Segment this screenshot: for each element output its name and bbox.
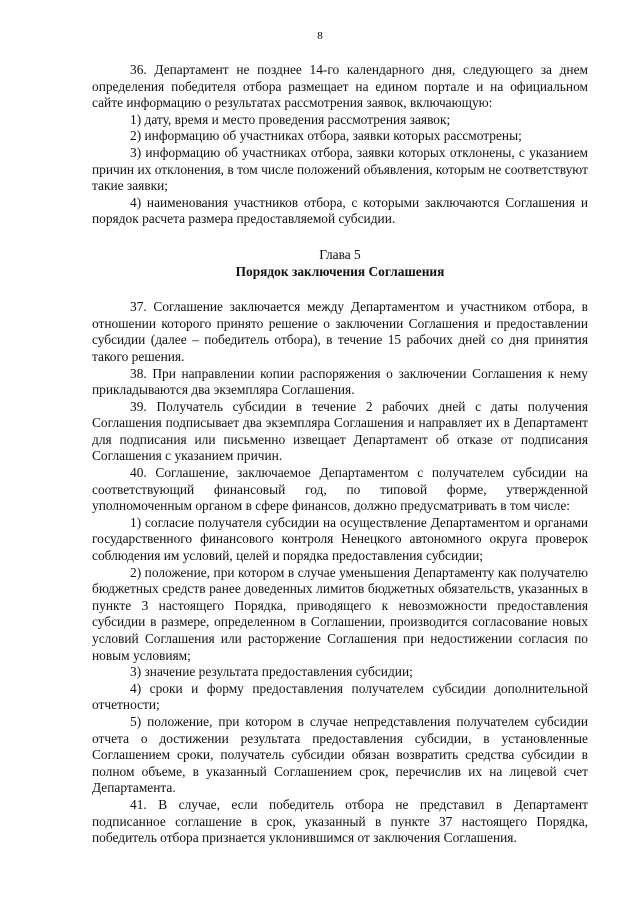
list-item-40-5: 5) положение, при котором в случае непредставления получателем субсидии отчета о достижении результата предоставления субсидии, в установленные Соглашением сроки, получатель субсидии обязан возвратить средства субсидии в полном объеме, в указанный Соглашением срок, перечислив их на лицевой счет Департамента. [92, 713, 588, 796]
paragraph-40: 40. Соглашение, заключаемое Департаментом с получателем субсидии на соответствующий финансовый год, по типовой форме, утвержденной уполномоченным органом в сфере финансов, должно предусматривать в том числе: [92, 465, 588, 514]
list-item-40-3: 3) значение результата предоставления субсидии; [130, 664, 413, 680]
paragraph-36: 36. Департамент не позднее 14-го календарного дня, следующего за днем определения победителя отбора размещает на едином портале и на официальном сайте информацию о результатах рассмотрения заявок, включающую: [92, 62, 588, 111]
document-body [92, 62, 588, 847]
list-item-40-1: 1) согласие получателя субсидии на осуществление Департаментом и органами государственного финансового контроля Ненецкого автономного округа проверок соблюдения им условий, целей и порядка предоставления субсидии; [92, 514, 588, 564]
list-item-36-3: 3) информацию об участниках отбора, заявки которых отклонены, с указанием причин их отклонения, в том числе положений объявления, которым не соответствуют такие заявки; [92, 144, 588, 194]
list-item-40-2: 2) положение, при котором в случае уменьшения Департаменту как получателю бюджетных средств ранее доведенных лимитов бюджетных обязательств, указанных в пункте 3 настоящего Порядка, приводящего к невозможности предоставления субсидии в размере, определенном в Соглашении, производится согласование новых условий Соглашения или расторжение Соглашения при недостижении согласия по новым условиям; [92, 564, 588, 663]
paragraph-37: 37. Соглашение заключается между Департаментом и участником отбора, в отношении которого принято решение о заключении Соглашения и предоставлении субсидии (далее – победитель отбора), в течение 15 рабочих дней со дня принятия такого решения. [92, 299, 588, 364]
list-item-36-4: 4) наименования участников отбора, с которыми заключаются Соглашения и порядок расчета размера предоставляемой субсидии. [92, 194, 588, 227]
list-item-40-4: 4) сроки и форму предоставления получателем субсидии дополнительной отчетности; [92, 680, 588, 713]
paragraph-41: 41. В случае, если победитель отбора не представил в Департамент подписанное соглашение в срок, указанный в пункте 37 настоящего Порядка, победитель отбора признается уклонившимся от заключения Соглашения. [92, 796, 588, 846]
paragraph-39: 39. Получатель субсидии в течение 2 рабочих дней с даты получения Соглашения подписывает два экземпляра Соглашения и направляет их в Департамент для подписания или письменно извещает Департамент об отказе от подписания Соглашения с указанием причин. [92, 398, 588, 464]
list-item-36-2: 2) информацию об участниках отбора, заявки которых рассмотрены; [130, 128, 522, 144]
paragraph-38: 38. При направлении копии распоряжения о заключении Соглашения к нему прикладываются два экземпляра Соглашения. [92, 365, 588, 398]
chapter-label: Глава 5 [319, 246, 361, 262]
page-number: 8 [317, 30, 323, 42]
list-item-36-1: 1) дату, время и место проведения рассмотрения заявок; [130, 111, 451, 127]
chapter-title: Порядок заключения Соглашения [235, 263, 445, 279]
